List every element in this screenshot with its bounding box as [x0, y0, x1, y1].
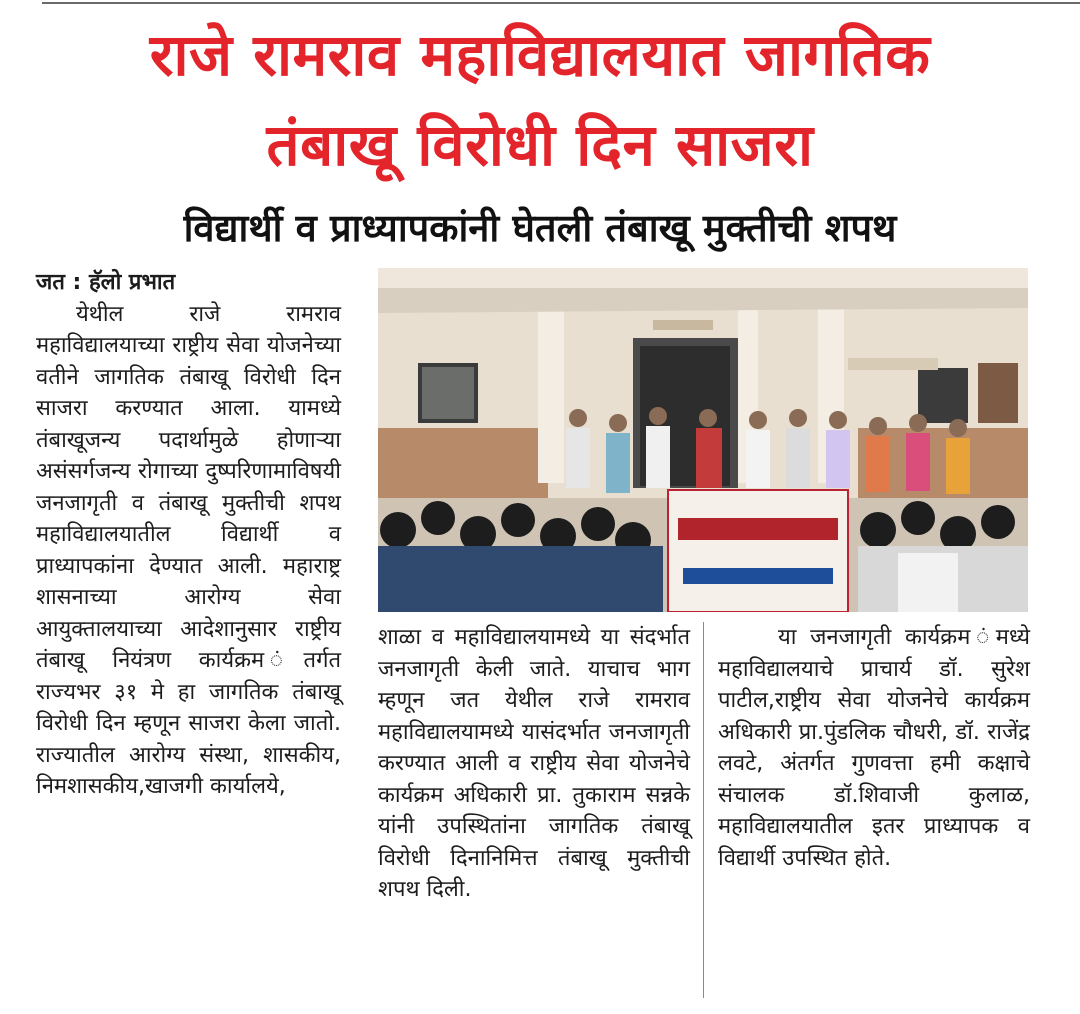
col2-text: शाळा व महाविद्यालयामध्ये या संदर्भात जनजागृती केली जाते. याचाच भाग म्हणून जत येथील राजे रामराव महाविद्यालयामध्ये यासंदर्भात जनजागृती करण्यात आली व राष्ट्रीय सेवा योजनेचे कार्यक्रम अधिकारी प्रा. तुकाराम सन्नके यांनी उपस्थितांना जागतिक तंबाखू विरोधी दिनानिमित्त तंबाखू मुक्तीची शपथ दिली. [378, 625, 690, 902]
top-rule [42, 2, 1080, 4]
column-divider [703, 622, 704, 998]
col3-text: या जनजागृती कार्यक्रम ंमध्ये महाविद्यालयाचे प्राचार्य डॉ. सुरेश पाटील,राष्ट्रीय सेवा योजनेचे कार्यक्रम अधिकारी प्रा.पुंडलिक चौधरी, डॉ. राजेंद्र लवटे, अंतर्गत गुणवत्ता हमी कक्षाचे संचालक डॉ.शिवाजी कुलाळ, महाविद्यालयातील इतर प्राध्यापक व विद्यार्थी उपस्थित होते. [718, 625, 1030, 871]
subheadline: विद्यार्थी व प्राध्यापकांनी घेतली तंबाखू मुक्तीची शपथ [183, 206, 897, 250]
article-text-col1 [36, 299, 341, 803]
article-text-col3 [718, 622, 1030, 874]
headline-line-1: राजे रामराव महाविद्यालयात जागतिक [149, 21, 931, 89]
article-column-1 [36, 267, 341, 803]
event-photo-illustration [378, 268, 1028, 612]
article-column-2 [378, 622, 690, 906]
col1-text: येथील राजे रामराव महाविद्यालयाच्या राष्ट्रीय सेवा योजनेच्या वतीने जागतिक तंबाखू विरोधी दिन साजरा करण्यात आला. यामध्ये तंबाखूजन्य पदार्थामुळे होणाऱ्या असंसर्गजन्य रोगाच्या दुष्परिणामाविषयी जनजागृती व तंबाखू मुक्तीची शपथ महाविद्यालयातील विद्यार्थी व प्राध्यापकांना देण्यात आली. महाराष्ट्र शासनाच्या आरोग्य सेवा आयुक्तालयाच्या आदेशानुसार राष्ट्रीय तंबाखू नियंत्रण कार्यक्रम ंतर्गत राज्यभर ३१ मे हा जागतिक तंबाखू विरोधी दिन म्हणून साजरा केला जातो. राज्यातील आरोग्य संस्था, शासकीय, निमशासकीय,खाजगी कार्यालये, [36, 301, 341, 799]
dateline: जत : हॅलो प्रभात [36, 270, 176, 295]
article-column-3 [718, 622, 1030, 874]
event-photo [378, 268, 1028, 612]
headline-line-2: तंबाखू विरोधी दिन साजरा [266, 111, 814, 179]
